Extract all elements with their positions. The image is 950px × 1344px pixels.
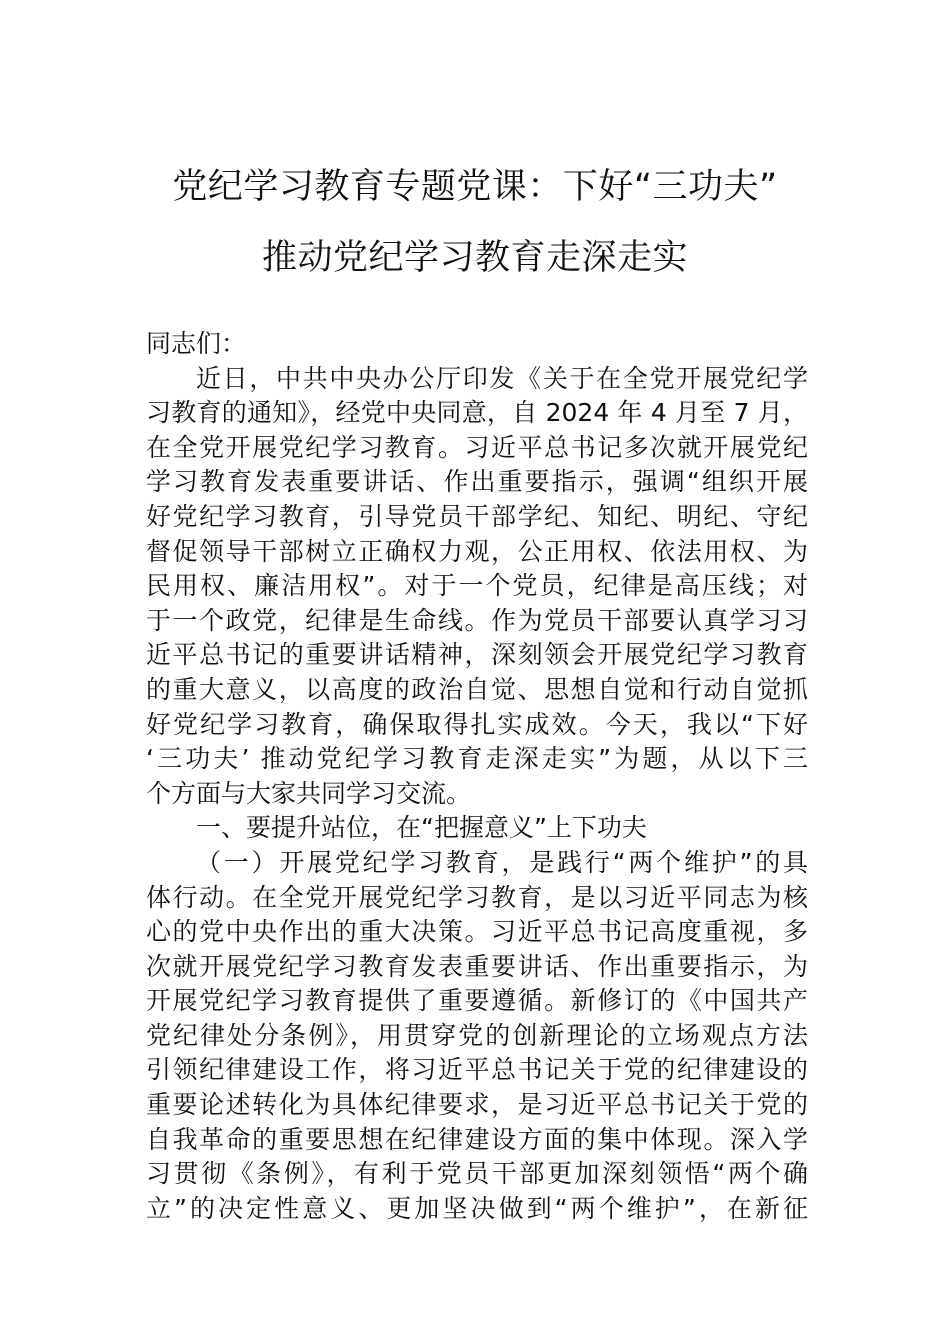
document-title-line-1: 党纪学习教育专题党课：下好“三功夫” xyxy=(172,167,778,207)
paragraph-1-line: 习教育的通知》，经党中央同意，自 2024 年 4 月至 7 月， xyxy=(146,398,808,428)
paragraph-1-line: 学习教育发表重要讲话、作出重要指示，强调“组织开展 xyxy=(146,467,808,497)
paragraph-1-line: 个方面与大家共同学习交流。 xyxy=(146,778,472,808)
salutation: 同志们： xyxy=(146,329,247,358)
paragraph-1-line: 的重大意义，以高度的政治自觉、思想自觉和行动自觉抓 xyxy=(146,674,808,704)
paragraph-2-line: 党纪律处分条例》，用贯穿党的创新理论的立场观点方法 xyxy=(146,1020,808,1050)
paragraph-1-line: 在全党开展党纪学习教育。习近平总书记多次就开展党纪 xyxy=(146,432,808,462)
paragraph-2-line: 体行动。在全党开展党纪学习教育，是以习近平同志为核 xyxy=(146,882,808,912)
paragraph-2-line: 习贯彻《条例》，有利于党员干部更加深刻领悟“两个确 xyxy=(146,1159,808,1189)
paragraph-1-line: 好党纪学习教育，引导党员干部学纪、知纪、明纪、守纪 xyxy=(146,501,808,531)
paragraph-1-line: 好党纪学习教育，确保取得扎实成效。今天，我以“下好 xyxy=(146,709,808,739)
paragraph-2-line: （一）开展党纪学习教育，是践行“两个维护”的具 xyxy=(196,847,808,877)
paragraph-2-line: 立”的决定性意义、更加坚决做到“两个维护”，在新征 xyxy=(146,1193,808,1223)
paragraph-2-line: 次就开展党纪学习教育发表重要讲话、作出重要指示，为 xyxy=(146,951,808,981)
paragraph-1-line: 于一个政党，纪律是生命线。作为党员干部要认真学习习 xyxy=(146,605,808,635)
paragraph-1-line: 民用权、廉洁用权”。对于一个党员，纪律是高压线；对 xyxy=(146,571,808,601)
paragraph-2-line: 开展党纪学习教育提供了重要遵循。新修订的《中国共产 xyxy=(146,986,808,1016)
document-title-line-2: 推动党纪学习教育走深走实 xyxy=(261,238,688,278)
paragraph-2-line: 重要论述转化为具体纪律要求，是习近平总书记关于党的 xyxy=(146,1090,808,1120)
paragraph-2-line: 自我革命的重要思想在纪律建设方面的集中体现。深入学 xyxy=(146,1124,808,1154)
paragraph-1-line: 近日，中共中央办公厅印发《关于在全党开展党纪学 xyxy=(196,363,808,393)
paragraph-1-line: 近平总书记的重要讲话精神，深刻领会开展党纪学习教育 xyxy=(146,640,808,670)
paragraph-2-line: 引领纪律建设工作，将习近平总书记关于党的纪律建设的 xyxy=(146,1055,808,1085)
section-heading-1: 一、要提升站位，在“把握意义”上下功夫 xyxy=(196,813,647,843)
paragraph-1-line: 督促领导干部树立正确权力观，公正用权、依法用权、为 xyxy=(146,536,808,566)
paragraph-1-line: ‘三功夫’ 推动党纪学习教育走深走实”为题，从以下三 xyxy=(146,744,808,774)
document-body xyxy=(146,327,808,1226)
paragraph-2-line: 心的党中央作出的重大决策。习近平总书记高度重视，多 xyxy=(146,917,808,947)
